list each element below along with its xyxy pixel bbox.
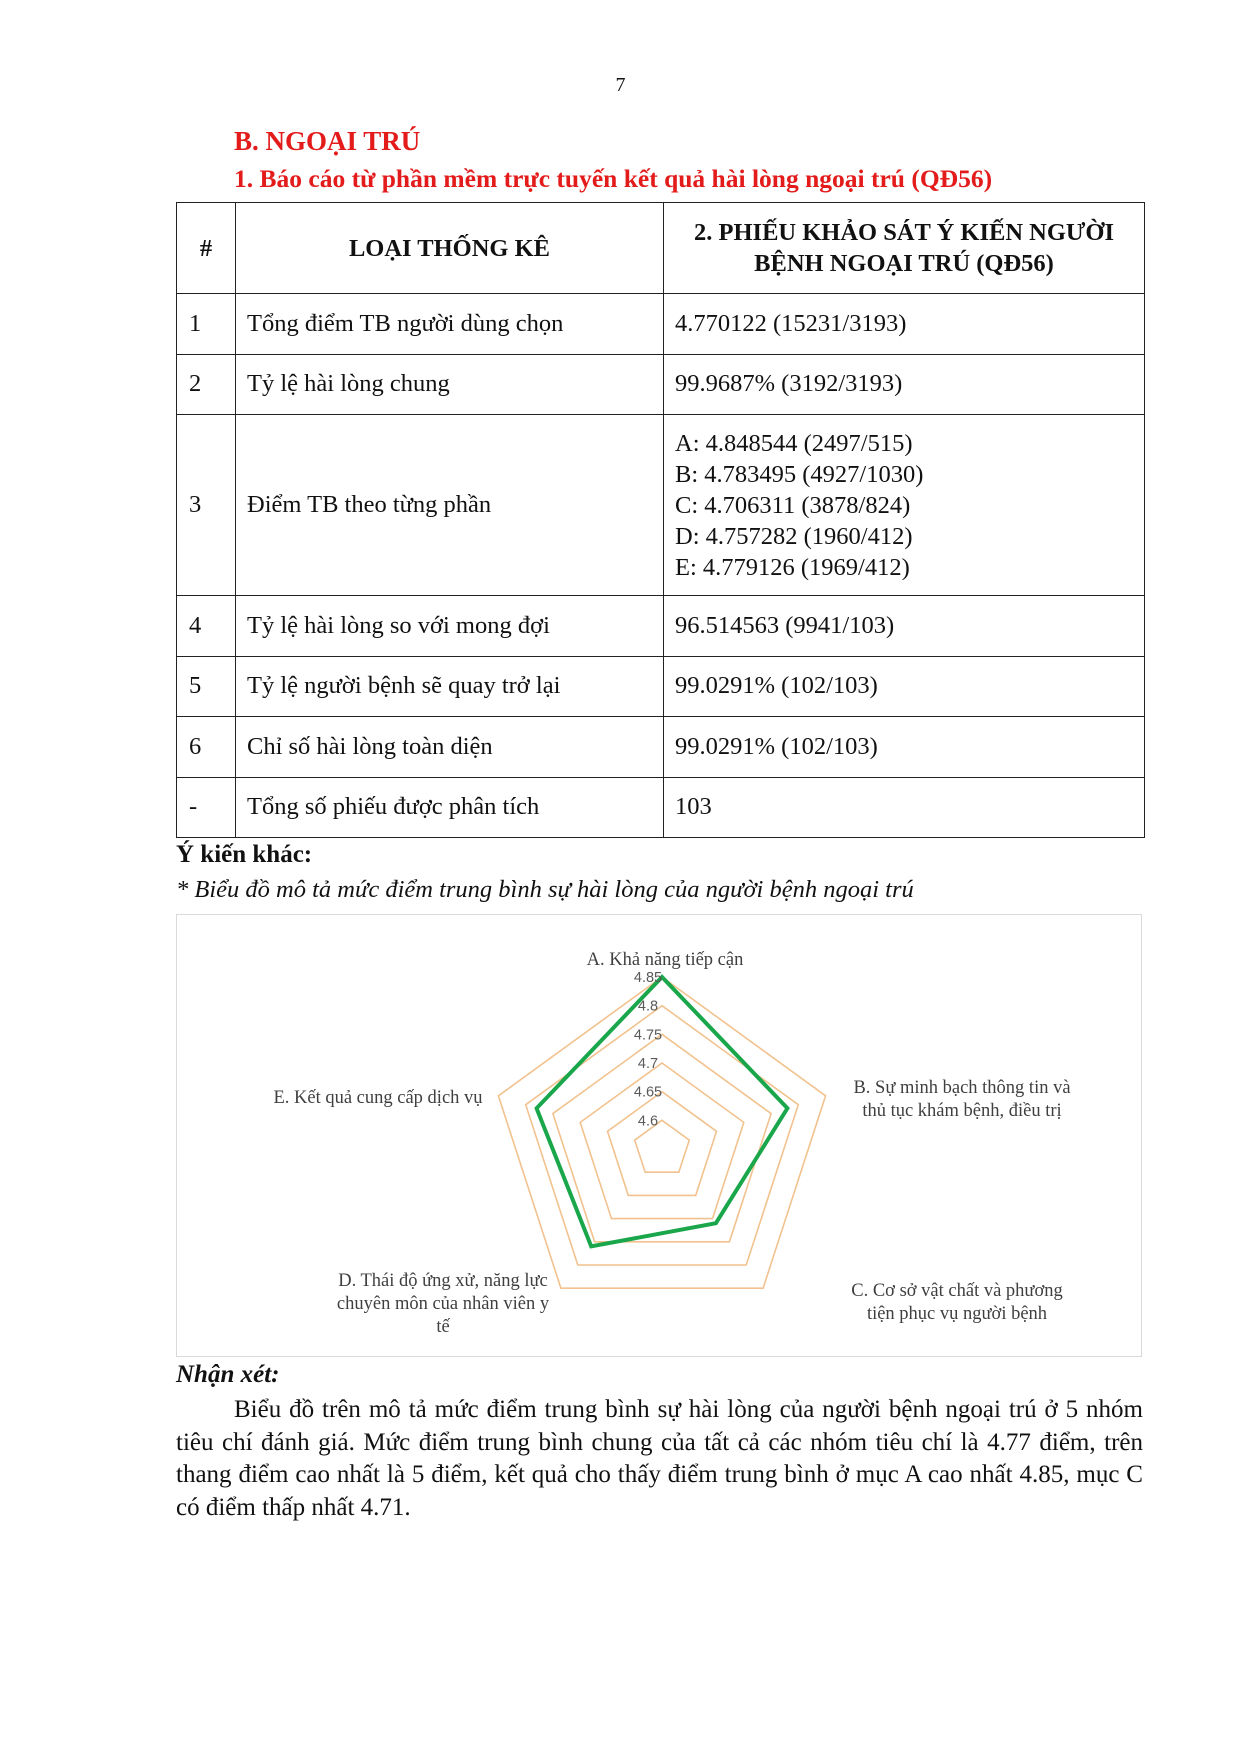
- row-index: -: [177, 777, 236, 838]
- header-stat-type: LOẠI THỐNG KÊ: [236, 203, 664, 294]
- table-row: [177, 596, 1145, 657]
- remark-paragraph: Biểu đồ trên mô tả mức điểm trung bình sự hài lòng của người bệnh ngoại trú ở 5 nhóm tiêu chí đánh giá. Mức điểm trung bình chung của tất cả các nhóm tiêu chí là 4.77 điểm, trên thang điểm cao nhất là 5 điểm, kết quả cho thấy điểm trung bình ở mục A cao nhất 4.85, mục C có điểm thấp nhất 4.71.: [176, 1396, 1143, 1521]
- category-label: A. Khả năng tiếp cận: [586, 950, 744, 970]
- row-index: 2: [177, 354, 236, 415]
- header-survey: 2. PHIẾU KHẢO SÁT Ý KIẾN NGƯỜI BỆNH NGOẠI TRÚ (QĐ56): [664, 203, 1145, 294]
- row-index: 1: [177, 294, 236, 355]
- statistics-table: [176, 202, 1145, 838]
- tick-label: 4.8: [637, 998, 659, 1015]
- section-b-value: B: 4.783495 (4927/1030): [675, 460, 924, 488]
- table-header-row: [177, 203, 1145, 294]
- row-value: 96.514563 (9941/103): [664, 596, 1145, 657]
- section-e-value: E: 4.779126 (1969/412): [675, 553, 910, 581]
- row-value: 99.0291% (102/103): [664, 656, 1145, 717]
- table-row: [177, 415, 1145, 596]
- radar-chart-svg: [177, 915, 1143, 1358]
- grid-ring: [526, 1006, 799, 1265]
- tick-label: 4.7: [637, 1056, 659, 1072]
- radar-chart: [176, 914, 1142, 1357]
- report-subtitle: 1. Báo cáo từ phần mềm trực tuyến kết quả hài lòng ngoại trú (QĐ56): [234, 164, 993, 193]
- page-number: 7: [615, 74, 626, 96]
- tick-label: 4.65: [633, 1084, 663, 1101]
- section-a-value: A: 4.848544 (2497/515): [675, 429, 913, 457]
- section-title: B. NGOẠI TRÚ: [234, 126, 421, 156]
- row-label: Tổng số phiếu được phân tích: [236, 777, 664, 838]
- category-label: E. Kết quả cung cấp dịch vụ: [273, 1088, 483, 1108]
- row-value: 99.0291% (102/103): [664, 717, 1145, 778]
- category-label: thủ tục khám bệnh, điều trị: [862, 1101, 1062, 1121]
- row-label: Tỷ lệ hài lòng so với mong đợi: [236, 596, 664, 657]
- row-label: Chỉ số hài lòng toàn diện: [236, 717, 664, 778]
- tick-label: 4.75: [633, 1027, 663, 1044]
- row-value: 103: [664, 777, 1145, 838]
- tick-label: 4.6: [637, 1113, 659, 1130]
- section-d-value: D: 4.757282 (1960/412): [675, 522, 913, 550]
- category-label: chuyên môn của nhân viên y: [336, 1294, 550, 1314]
- section-c-value: C: 4.706311 (3878/824): [675, 491, 911, 519]
- row-index: 3: [177, 415, 236, 596]
- table-row: [177, 656, 1145, 717]
- category-label: tế: [436, 1317, 450, 1337]
- row-values-by-section: [664, 415, 1145, 596]
- table-row: [177, 354, 1145, 415]
- category-label: tiện phục vụ người bệnh: [866, 1304, 1048, 1324]
- tick-label: 4.85: [633, 970, 663, 986]
- row-label: Tổng điểm TB người dùng chọn: [236, 294, 664, 355]
- row-value: 99.9687% (3192/3193): [664, 354, 1145, 415]
- category-label: D. Thái độ ứng xử, năng lực: [338, 1271, 548, 1291]
- grid-ring: [608, 1092, 717, 1196]
- row-label: Điểm TB theo từng phần: [236, 415, 664, 596]
- series-line: [537, 977, 788, 1246]
- row-index: 4: [177, 596, 236, 657]
- table-row: [177, 294, 1145, 355]
- row-index: 6: [177, 717, 236, 778]
- header-index: #: [177, 203, 236, 294]
- row-index: 5: [177, 656, 236, 717]
- other-opinions-label: Ý kiến khác:: [176, 841, 313, 868]
- row-label: Tỷ lệ người bệnh sẽ quay trở lại: [236, 656, 664, 717]
- table-row: [177, 717, 1145, 778]
- chart-caption: * Biểu đồ mô tả mức điểm trung bình sự hài lòng của người bệnh ngoại trú: [176, 876, 914, 903]
- category-label: B. Sự minh bạch thông tin và: [853, 1078, 1071, 1098]
- row-label: Tỷ lệ hài lòng chung: [236, 354, 664, 415]
- remark-label: Nhận xét:: [176, 1361, 280, 1388]
- table-row: [177, 777, 1145, 838]
- category-label: C. Cơ sở vật chất và phương: [851, 1281, 1063, 1301]
- row-value: 4.770122 (15231/3193): [664, 294, 1145, 355]
